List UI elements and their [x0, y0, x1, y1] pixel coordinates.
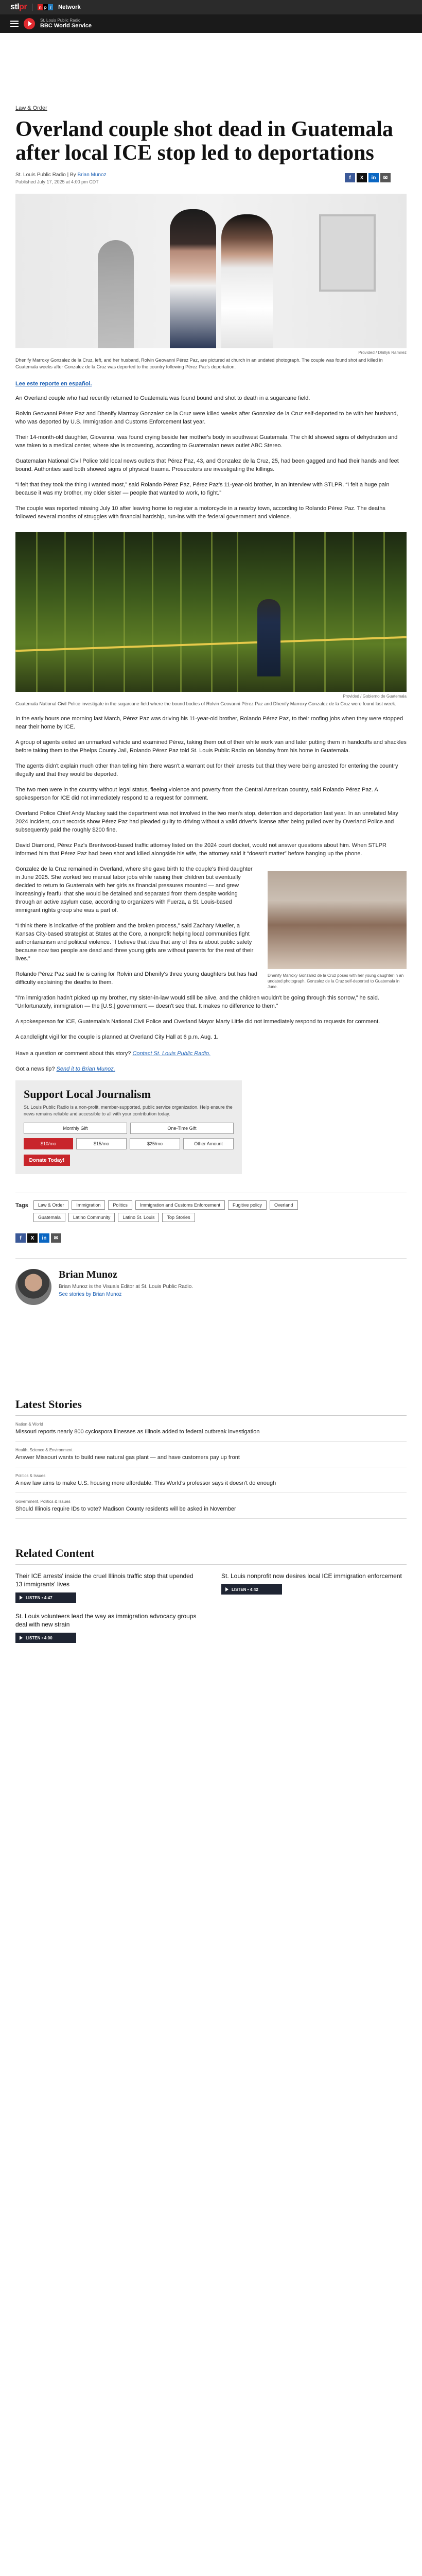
linkedin-share-icon[interactable]: in	[368, 173, 379, 182]
author-link[interactable]: Brian Munoz	[77, 172, 107, 178]
story-title[interactable]: Answer Missouri wants to build new natural gas plant — and have customers pay up front	[15, 1454, 240, 1461]
tag-link[interactable]: Immigration	[72, 1200, 105, 1210]
article-body-2: In the early hours one morning last March, Pérez Paz was driving his 11-year-old brother, Rolando Pérez Paz, to their roofing jobs when they were stopped near their home by ICE. A group of agents exited an unmarked vehicle and examined Pérez, taking them out of their white work van and later putting them in handcuffs and shackles before taking them to the Phelps County Jail, Rolando Pérez Paz told St. Louis Public Radio on Monday from his home in Guatemala. The agents didn't explain much other than telling him there wasn't a warrant out for their arrests but that they were being arrested for entering the country illegally and that they would be deported. The two men were in the country without legal status, fleeing violence and poverty from the Central American country, said Rolando Pérez Paz. A spokesperson for ICE did not immediately respond to a request for comment. Overland Police Chief Andy Mackey said the department was not involved in the two men's stop, detention and deportation last year. In an unrelated May 2024 incident, court records show Pérez Paz had pleaded guilty to driving without a valid driver's license after being pulled over by Overland Police and subsequently paid the roughly $200 fine. David Diamond, Pérez Paz's Brentwood-based traffic attorney listed on the 2024 court docket, would not answer questions about him. When STLPR informed him that Pérez Paz had been shot and killed alongside his wife, the attorney said it “doesn't matter” before hanging up the phone.	[15, 716, 407, 857]
player-bar	[0, 14, 422, 33]
site-logo[interactable]: stlpr	[10, 3, 27, 11]
email-share-icon[interactable]: ✉	[380, 173, 391, 182]
menu-icon[interactable]	[10, 21, 19, 27]
related-title[interactable]: Their ICE arrests' inside the cruel Illinois traffic stop that upended 13 immigrants' lives	[15, 1572, 194, 1588]
story-title[interactable]: Should Illinois require IDs to vote? Madison County residents will be asked in November	[15, 1506, 236, 1512]
donation-module	[15, 1080, 242, 1174]
station-name: St. Louis Public Radio	[40, 18, 81, 23]
amount-option[interactable]: $10/mo	[24, 1138, 73, 1149]
gift-amounts	[24, 1138, 234, 1149]
story-category: Nation & World	[15, 1422, 43, 1427]
donate-button[interactable]: Donate Today!	[24, 1155, 70, 1166]
tip-link[interactable]: Send it to Brian Munoz.	[56, 1066, 115, 1072]
story-title[interactable]: A new law aims to make U.S. housing more affordable. This World's professor says it doesn't do enough	[15, 1480, 276, 1486]
donation-text: St. Louis Public Radio is a non-profit, member-supported, public service organization. Help ensure the news remains reliable and accessible to all with your contribution today.	[24, 1105, 233, 1116]
spanish-version-link[interactable]: Lee este reporte en español.	[15, 381, 92, 387]
latest-stories	[15, 1398, 407, 1519]
listen-button[interactable]: LISTEN • 4:00	[15, 1633, 76, 1643]
lead-photo-credit: Provided / Dhillyk Ramirez	[358, 350, 407, 355]
tag-link[interactable]: Overland	[270, 1200, 298, 1210]
gift-frequency	[24, 1123, 234, 1134]
related-content	[15, 1547, 407, 1643]
byline: St. Louis Public Radio | By Brian Munoz	[15, 172, 107, 178]
tip-cta: Got a news tip? Send it to Brian Munoz.	[15, 1066, 115, 1072]
article-body-3: Dhenify Marroxy Gonzalez de la Cruz poses with her young daughter in an undated photograph. Gonzalez de la Cruz self-deported to Guatemala in June. Gonzalez de la Cruz remained in Overland, where she gave birth to the couple's third daughter in June 2025. She worked two manual labor jobs while raising their children but eventually decided to return to Guatemala with her girls as financial pressures mounted — and grew increasingly fearful that she would be detained and separated from them despite working through an active asylum case, according to organizers with Fuerza, a St. Louis-based immigrant rights group she was a part of. “I think there is indicative of the problem and the broken process,” said Zachary Mueller, a Kansas City-based strategist at States at the Core, a nonprofit helping local communities fight authoritarianism and political violence. “I believe that idea that any of this is about public safety because now two people are dead and three young girls are without parents for the rest of their lives.” Rolando Pérez Paz said he is caring for Rolvin and Dhenify's three young daughters but has had difficulty explaining the deaths to them. “I'm immigration hadn't picked up my brother, my sister-in-law would still be alive, and the children wouldn't be going through this sorrow,” he said. “Unfortunately, immigration — the [U.S.] government — doesn't see that. It makes no difference to them.” A spokesperson for ICE, Guatemala's National Civil Police and Overland Mayor Marty Little did not immediately respond to requests for comment. A candlelight vigil for the couple is planned at Overland City Hall at 6 p.m. Aug. 1.	[15, 865, 407, 1041]
email-share-icon[interactable]: ✉	[51, 1233, 61, 1243]
publish-date: Published July 17, 2025 at 4:00 pm CDT	[15, 179, 99, 184]
mother-daughter-caption: Dhenify Marroxy Gonzalez de la Cruz poses with her young daughter in an undated photograph. Gonzalez de la Cruz self-deported to Guatemala in June.	[268, 973, 404, 989]
program-name: BBC World Service	[40, 23, 92, 29]
author-avatar[interactable]	[15, 1269, 51, 1305]
mother-daughter-photo	[268, 871, 407, 989]
x-share-icon[interactable]: X	[357, 173, 367, 182]
tag-link[interactable]: Politics	[108, 1200, 132, 1210]
latest-title: Latest Stories	[15, 1398, 407, 1416]
story-category: Health, Science & Environment	[15, 1448, 73, 1452]
tag-list	[33, 1200, 322, 1222]
tag-link[interactable]: Guatemala	[33, 1213, 65, 1222]
author-box	[15, 1258, 407, 1305]
share-bar-top	[345, 173, 391, 182]
article-body-1: An Overland couple who had recently returned to Guatemala was found bound and shot to death in a sugarcane field. Rolvin Geovanni Pérez Paz and Dhenify Marroxy Gonzalez de la Cruz were killed weeks after Gonzalez de la Cruz self-deported to be with her husband, who was deported by U.S. Immigration and Customs Enforcement last year. Their 14-month-old daughter, Giovanna, was found crying beside her mother's body in southwest Guatemala. The child showed signs of dehydration and was taken to a medical center, where she is recovering, according to Guatemalan news outlet ABC Stereo. Guatemalan National Civil Police told local news outlets that Pérez Paz, 43, and Gonzalez de la Cruz, 25, had been gagged and had their hands and feet bound. Authorities said both showed signs of physical trauma. Prosecutors are investigating the killings. “I felt that they took the thing I wanted most,” said Rolando Pérez Paz, Pérez Paz's 11-year-old brother, in an interview with STLPR. “I felt a huge pain because it was my brother, my older sister — people that wanted to work, to fight.” The couple was reported missing July 10 after leaving home to register a motorcycle in a nearby town, according to Rolando Pérez Paz. The deaths followed several months of struggles with financial hardship, run-ins with the federal government and violence.	[15, 395, 399, 520]
network-label[interactable]: Network	[58, 4, 81, 10]
donation-title: Support Local Journalism	[24, 1088, 151, 1100]
author-bio: Brian Munoz is the Visuals Editor at St. Louis Public Radio.	[59, 1284, 194, 1290]
play-icon[interactable]	[24, 18, 35, 29]
related-title[interactable]: St. Louis nonprofit now desires local ICE immigration enforcement	[221, 1572, 402, 1580]
facebook-share-icon[interactable]: f	[345, 173, 355, 182]
article-container	[15, 105, 407, 1643]
latest-story-item[interactable]	[15, 1442, 407, 1467]
related-title: Related Content	[15, 1547, 407, 1565]
latest-story-item[interactable]	[15, 1416, 407, 1442]
story-title[interactable]: Missouri reports nearly 800 cyclospora illnesses as Illinois added to federal outbreak investigation	[15, 1429, 260, 1435]
listen-button[interactable]: LISTEN • 4:42	[221, 1584, 282, 1595]
contact-link[interactable]: Contact St. Louis Public Radio.	[132, 1050, 211, 1057]
tags-section	[15, 1193, 407, 1222]
article-headline: Overland couple shot dead in Guatemala after local ICE stop led to deportations	[15, 117, 393, 165]
amount-option[interactable]: $25/mo	[130, 1138, 180, 1149]
latest-story-item[interactable]	[15, 1467, 407, 1493]
other-amount-option[interactable]: Other Amount	[183, 1138, 234, 1149]
latest-story-item[interactable]	[15, 1493, 407, 1519]
facebook-share-icon[interactable]: f	[15, 1233, 26, 1243]
related-item[interactable]	[15, 1612, 201, 1643]
article-category[interactable]: Law & Order	[15, 105, 47, 111]
lead-photo-caption: Dhenify Marroxy Gonzalez de la Cruz, left, and her husband, Rolvin Geovanni Pérez Paz, are pictured at church in an undated photograph. The couple was found shot and killed in Guatemala weeks after Gonzalez de la Cruz was deported to the country following Pérez Paz's deportation.	[15, 358, 383, 369]
tag-link[interactable]: Law & Order	[33, 1200, 69, 1210]
amount-option[interactable]: $15/mo	[76, 1138, 127, 1149]
related-title[interactable]: St. Louis volunteers lead the way as immigration advocacy groups deal with new strain	[15, 1613, 197, 1628]
related-item[interactable]	[221, 1572, 407, 1603]
listen-button[interactable]: LISTEN • 4:47	[15, 1592, 76, 1603]
one-time-gift-option[interactable]: One-Time Gift	[130, 1123, 234, 1134]
tag-link[interactable]: Immigration and Customs Enforcement	[135, 1200, 225, 1210]
crime-scene-photo	[15, 532, 407, 692]
tags-label: Tags	[15, 1202, 28, 1209]
linkedin-share-icon[interactable]: in	[39, 1233, 49, 1243]
x-share-icon[interactable]: X	[27, 1233, 38, 1243]
network-bar	[0, 0, 422, 14]
story-category: Politics & Issues	[15, 1473, 46, 1478]
story-category: Government, Politics & Issues	[15, 1499, 71, 1504]
tag-link[interactable]: Latino Community	[68, 1213, 115, 1222]
tag-link[interactable]: Fugitive policy	[228, 1200, 267, 1210]
monthly-gift-option[interactable]: Monthly Gift	[24, 1123, 127, 1134]
tag-link[interactable]: Top Stories	[162, 1213, 195, 1222]
question-cta: Have a question or comment about this story? Contact St. Louis Public Radio.	[15, 1050, 211, 1057]
author-more-link[interactable]: See stories by Brian Munoz	[59, 1292, 122, 1297]
lead-photo	[15, 194, 407, 348]
now-playing[interactable]	[40, 19, 92, 29]
share-bar-bottom	[15, 1233, 407, 1243]
related-item[interactable]	[15, 1572, 201, 1603]
crime-scene-photo-credit: Provided / Gobierno de Guatemala	[343, 694, 407, 699]
tag-link[interactable]: Latino St. Louis	[118, 1213, 159, 1222]
crime-scene-photo-caption: Guatemala National Civil Police investigate in the sugarcane field where the bound bodies of Rolvin Geovanni Pérez Paz and Dhenify Marroxy Gonzalez de la Cruz were found last week.	[15, 701, 396, 706]
author-name[interactable]: Brian Munoz	[59, 1269, 117, 1280]
npr-logo[interactable]: n p r	[38, 4, 53, 10]
